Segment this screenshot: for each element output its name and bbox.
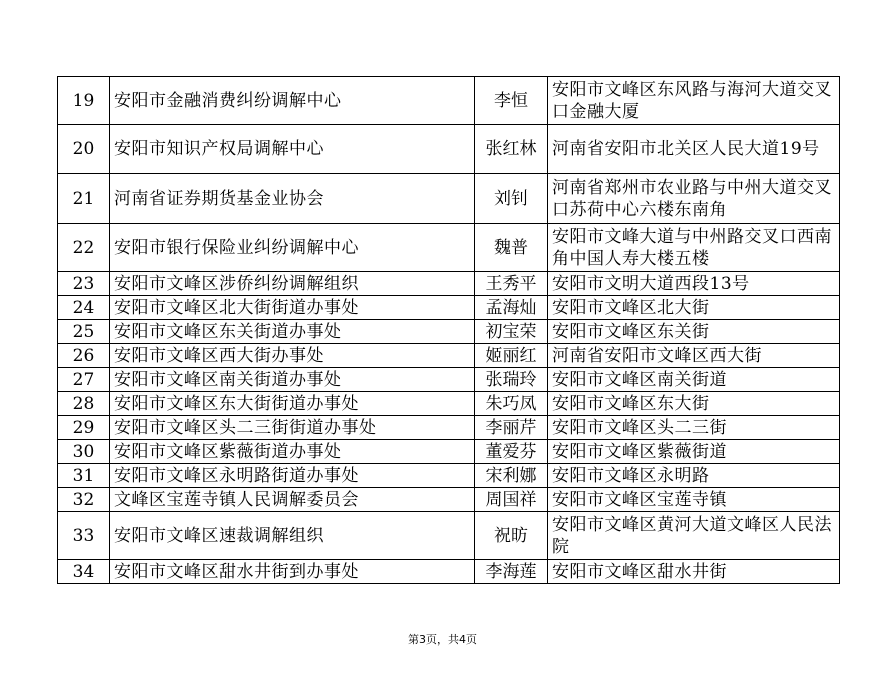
organization-cell: 安阳市文峰区速裁调解组织 (110, 512, 475, 560)
table-row (58, 320, 840, 344)
organization-cell: 安阳市文峰区东大街街道办事处 (110, 392, 475, 416)
organization-cell: 文峰区宝莲寺镇人民调解委员会 (110, 488, 475, 512)
organization-cell: 安阳市文峰区头二三街街道办事处 (110, 416, 475, 440)
address-cell: 安阳市文峰区宝莲寺镇 (548, 488, 840, 512)
table-row (58, 368, 840, 392)
contact-person-cell: 魏普 (475, 224, 548, 272)
address-cell: 安阳市文峰区甜水井街 (548, 560, 840, 584)
page-footer (0, 631, 885, 647)
contact-person-cell: 孟海灿 (475, 296, 548, 320)
table-row (58, 272, 840, 296)
row-number-cell: 26 (58, 344, 110, 368)
contact-person-cell: 李丽芹 (475, 416, 548, 440)
row-number-cell: 29 (58, 416, 110, 440)
contact-person-cell: 祝昉 (475, 512, 548, 560)
roster-body (58, 77, 840, 584)
address-cell: 安阳市文峰区北大街 (548, 296, 840, 320)
row-number-cell: 25 (58, 320, 110, 344)
organization-cell: 安阳市文峰区涉侨纠纷调解组织 (110, 272, 475, 296)
row-number-cell: 32 (58, 488, 110, 512)
table-row (58, 77, 840, 125)
organization-cell: 安阳市文峰区紫薇街道办事处 (110, 440, 475, 464)
contact-person-cell: 周国祥 (475, 488, 548, 512)
address-cell: 安阳市文峰区东风路与海河大道交叉口金融大厦 (548, 77, 840, 125)
table-row (58, 296, 840, 320)
organization-cell: 安阳市文峰区甜水井街到办事处 (110, 560, 475, 584)
contact-person-cell: 初宝荣 (475, 320, 548, 344)
contact-person-cell: 李恒 (475, 77, 548, 125)
address-cell: 安阳市文明大道西段13号 (548, 272, 840, 296)
table-row (58, 416, 840, 440)
contact-person-cell: 张瑞玲 (475, 368, 548, 392)
organization-cell: 安阳市文峰区南关街道办事处 (110, 368, 475, 392)
address-cell: 安阳市文峰区紫薇街道 (548, 440, 840, 464)
address-cell: 安阳市文峰区黄河大道文峰区人民法院 (548, 512, 840, 560)
row-number-cell: 30 (58, 440, 110, 464)
organization-cell: 安阳市文峰区西大街办事处 (110, 344, 475, 368)
address-cell: 安阳市文峰区东关街 (548, 320, 840, 344)
organization-cell: 安阳市文峰区北大街街道办事处 (110, 296, 475, 320)
row-number-cell: 23 (58, 272, 110, 296)
contact-person-cell: 王秀平 (475, 272, 548, 296)
table-row (58, 440, 840, 464)
contact-person-cell: 朱巧凤 (475, 392, 548, 416)
contact-person-cell: 姬丽红 (475, 344, 548, 368)
table-row (58, 344, 840, 368)
organization-cell: 安阳市银行保险业纠纷调解中心 (110, 224, 475, 272)
page-number-label: 第3页，共4页 (408, 633, 477, 646)
address-cell: 河南省安阳市北关区人民大道19号 (548, 125, 840, 174)
organization-cell: 安阳市文峰区东关街道办事处 (110, 320, 475, 344)
organization-cell: 安阳市文峰区永明路街道办事处 (110, 464, 475, 488)
address-cell: 安阳市文峰区南关街道 (548, 368, 840, 392)
row-number-cell: 21 (58, 174, 110, 224)
table-row (58, 560, 840, 584)
row-number-cell: 19 (58, 77, 110, 125)
organization-cell: 河南省证券期货基金业协会 (110, 174, 475, 224)
address-cell: 河南省郑州市农业路与中州大道交叉口苏荷中心六楼东南角 (548, 174, 840, 224)
mediation-roster-table (57, 76, 840, 584)
address-cell: 安阳市文峰区东大街 (548, 392, 840, 416)
contact-person-cell: 张红林 (475, 125, 548, 174)
table-row (58, 174, 840, 224)
contact-person-cell: 李海莲 (475, 560, 548, 584)
table-row (58, 488, 840, 512)
table-row (58, 224, 840, 272)
row-number-cell: 33 (58, 512, 110, 560)
contact-person-cell: 董爱芬 (475, 440, 548, 464)
table-row (58, 125, 840, 174)
contact-person-cell: 刘钊 (475, 174, 548, 224)
contact-person-cell: 宋利娜 (475, 464, 548, 488)
address-cell: 河南省安阳市文峰区西大街 (548, 344, 840, 368)
address-cell: 安阳市文峰大道与中州路交叉口西南角中国人寿大楼五楼 (548, 224, 840, 272)
address-cell: 安阳市文峰区头二三街 (548, 416, 840, 440)
organization-cell: 安阳市知识产权局调解中心 (110, 125, 475, 174)
row-number-cell: 24 (58, 296, 110, 320)
row-number-cell: 34 (58, 560, 110, 584)
row-number-cell: 28 (58, 392, 110, 416)
table-row (58, 392, 840, 416)
table-row (58, 512, 840, 560)
row-number-cell: 20 (58, 125, 110, 174)
organization-cell: 安阳市金融消费纠纷调解中心 (110, 77, 475, 125)
address-cell: 安阳市文峰区永明路 (548, 464, 840, 488)
table-row (58, 464, 840, 488)
row-number-cell: 22 (58, 224, 110, 272)
row-number-cell: 31 (58, 464, 110, 488)
row-number-cell: 27 (58, 368, 110, 392)
